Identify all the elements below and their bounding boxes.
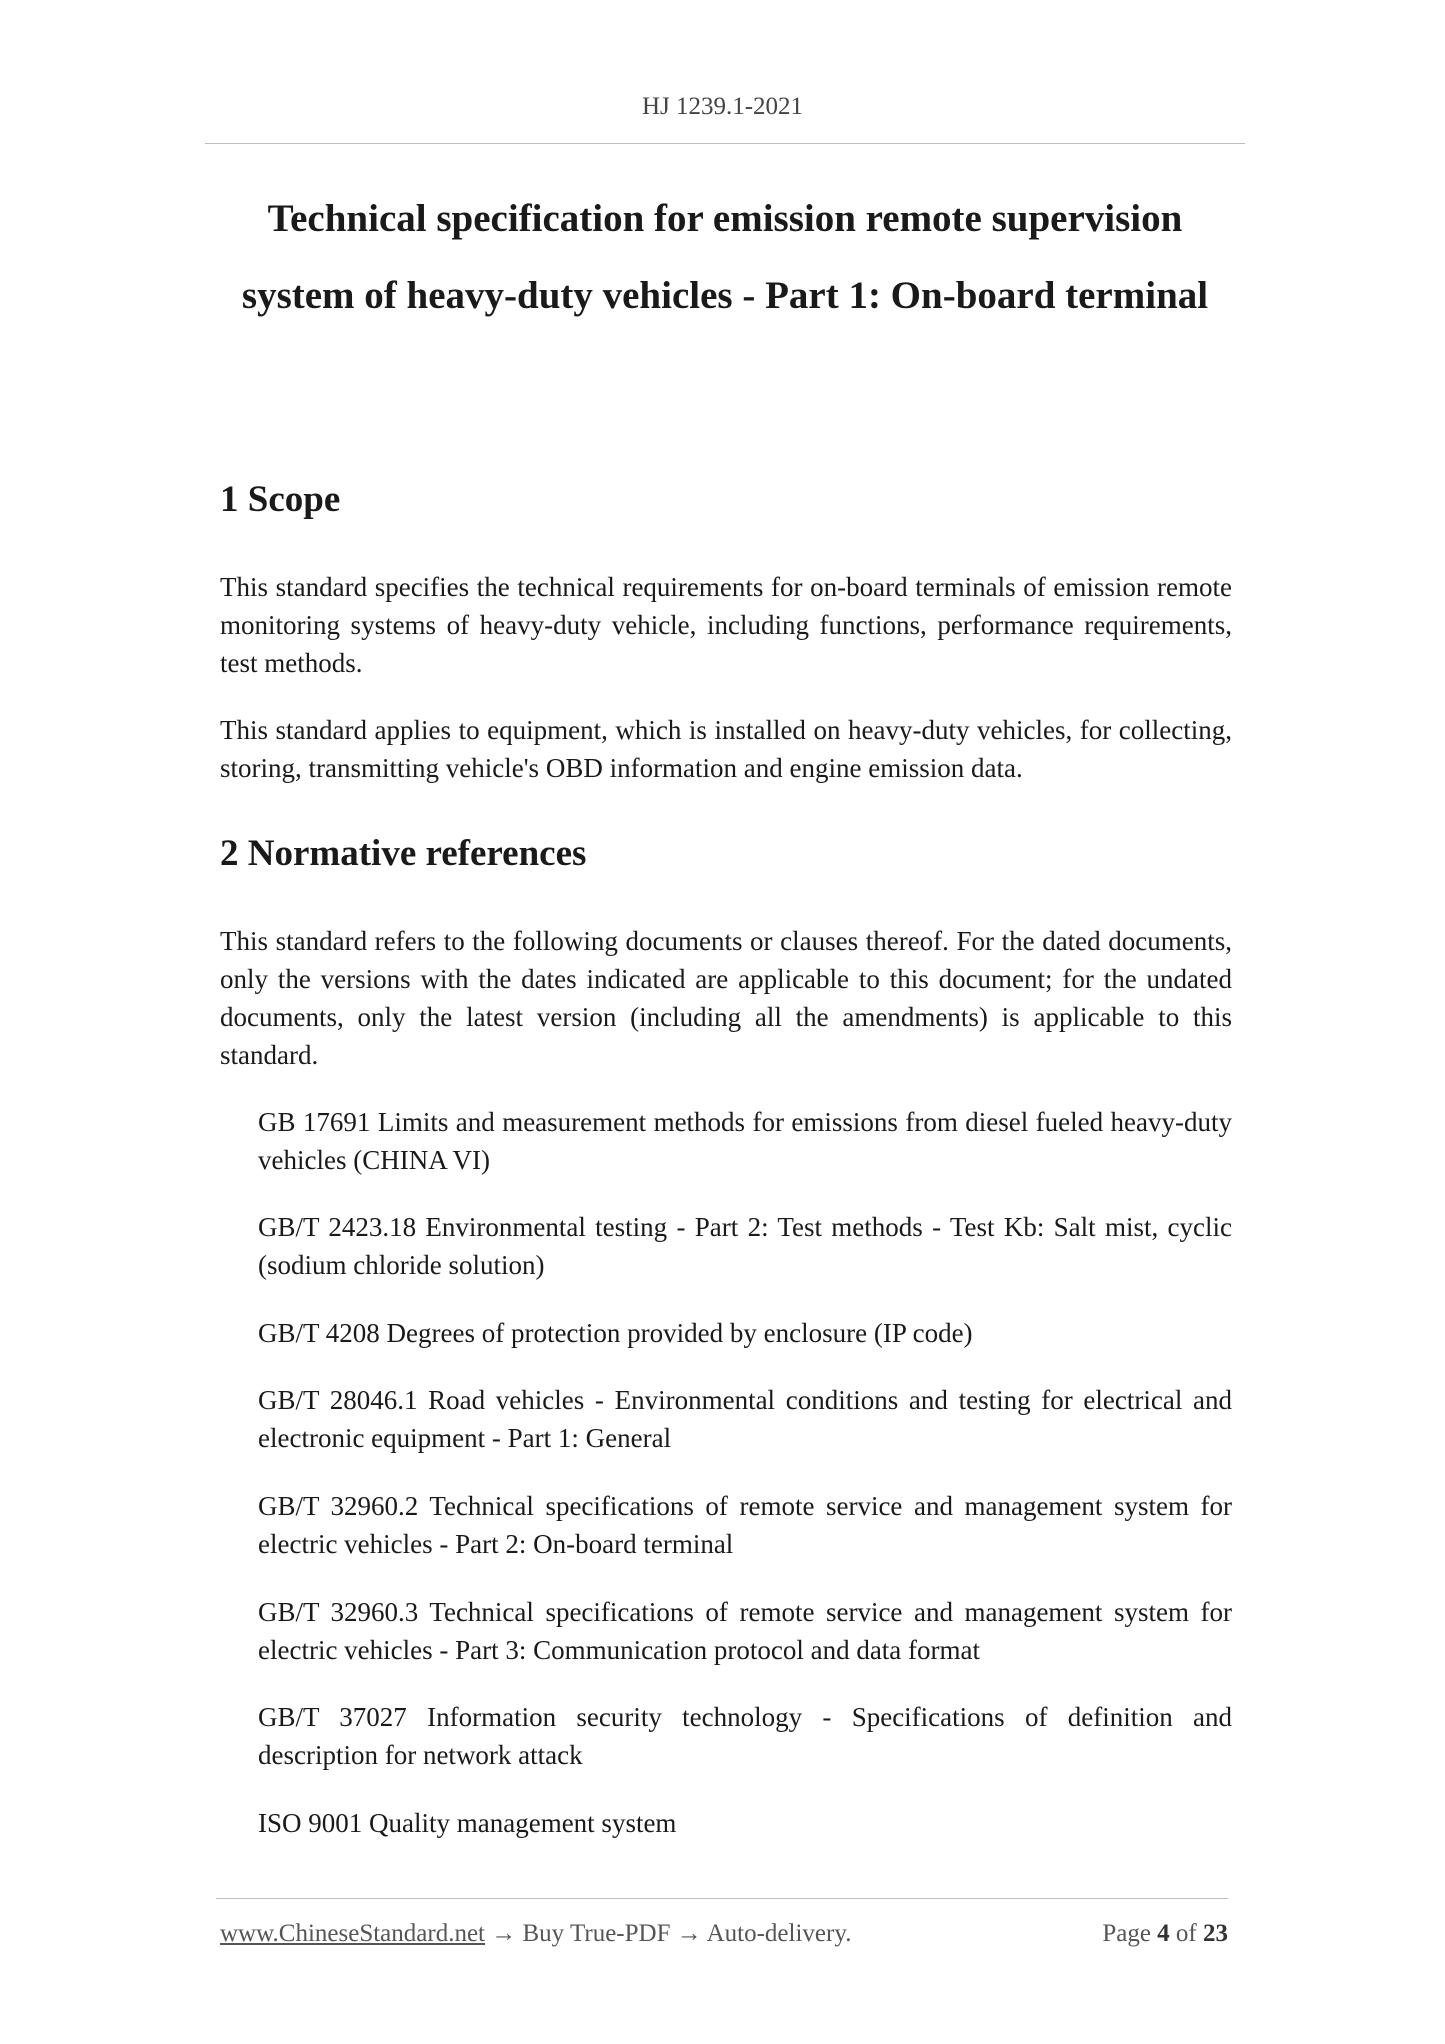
reference-item-gbt-4208: GB/T 4208 Degrees of protection provided by enclosure (IP code) — [258, 1318, 973, 1348]
section-heading-scope: 1 Scope — [220, 479, 341, 520]
header-divider — [205, 143, 1245, 144]
normative-intro-paragraph: This standard refers to the following documents or clauses thereof. For the dated documents, only the versions with the dates indicated are applicable to this document; for the undated documents, only the latest version (including all the amendments) is applicable to this standard. — [220, 926, 1232, 1070]
reference-item-iso-9001: ISO 9001 Quality management system — [258, 1808, 677, 1838]
section-heading-normative-references: 2 Normative references — [220, 833, 587, 874]
reference-item-gb-17691: GB 17691 Limits and measurement methods for emissions from diesel fueled heavy-duty vehicles (CHINA VI) — [258, 1107, 1232, 1175]
page-current-number: 4 — [1157, 1920, 1170, 1947]
page-footer — [220, 1920, 1228, 1956]
reference-item-gbt-2423-18: GB/T 2423.18 Environmental testing - Part 2: Test methods - Test Kb: Salt mist, cyclic (sodium chloride solution) — [258, 1212, 1232, 1280]
reference-item-gbt-32960-2: GB/T 32960.2 Technical specifications of remote service and management system for electric vehicles - Part 2: On-board terminal — [258, 1491, 1232, 1559]
document-title-line-2: system of heavy-duty vehicles - Part 1: On-board terminal — [241, 274, 1209, 317]
document-title-line-1: Technical specification for emission remote supervision — [267, 197, 1183, 240]
page-total-number: 23 — [1203, 1920, 1228, 1947]
footer-promo — [220, 1920, 851, 1948]
page-indicator — [1102, 1920, 1228, 1948]
reference-item-gbt-37027: GB/T 37027 Information security technology - Specifications of definition and description for network attack — [258, 1702, 1232, 1770]
page-of-word: of — [1175, 1920, 1197, 1947]
footer-promo-text: → Buy True-PDF → Auto-delivery. — [485, 1920, 852, 1947]
website-link[interactable]: www.ChineseStandard.net — [220, 1920, 485, 1947]
document-title — [205, 180, 1245, 334]
footer-divider — [216, 1898, 1228, 1899]
reference-item-gbt-32960-3: GB/T 32960.3 Technical specifications of remote service and management system for electric vehicles - Part 3: Communication protocol and data format — [258, 1597, 1232, 1665]
running-header: HJ 1239.1-2021 — [641, 93, 804, 120]
scope-paragraph-1: This standard specifies the technical requirements for on-board terminals of emission remote monitoring systems of heavy-duty vehicle, including functions, performance requirements, test methods. — [220, 572, 1232, 678]
page-word: Page — [1102, 1920, 1151, 1947]
reference-item-gbt-28046-1: GB/T 28046.1 Road vehicles - Environmental conditions and testing for electrical and electronic equipment - Part 1: General — [258, 1385, 1232, 1453]
scope-paragraph-2: This standard applies to equipment, which is installed on heavy-duty vehicles, for collecting, storing, transmitting vehicle's OBD information and engine emission data. — [220, 715, 1232, 783]
